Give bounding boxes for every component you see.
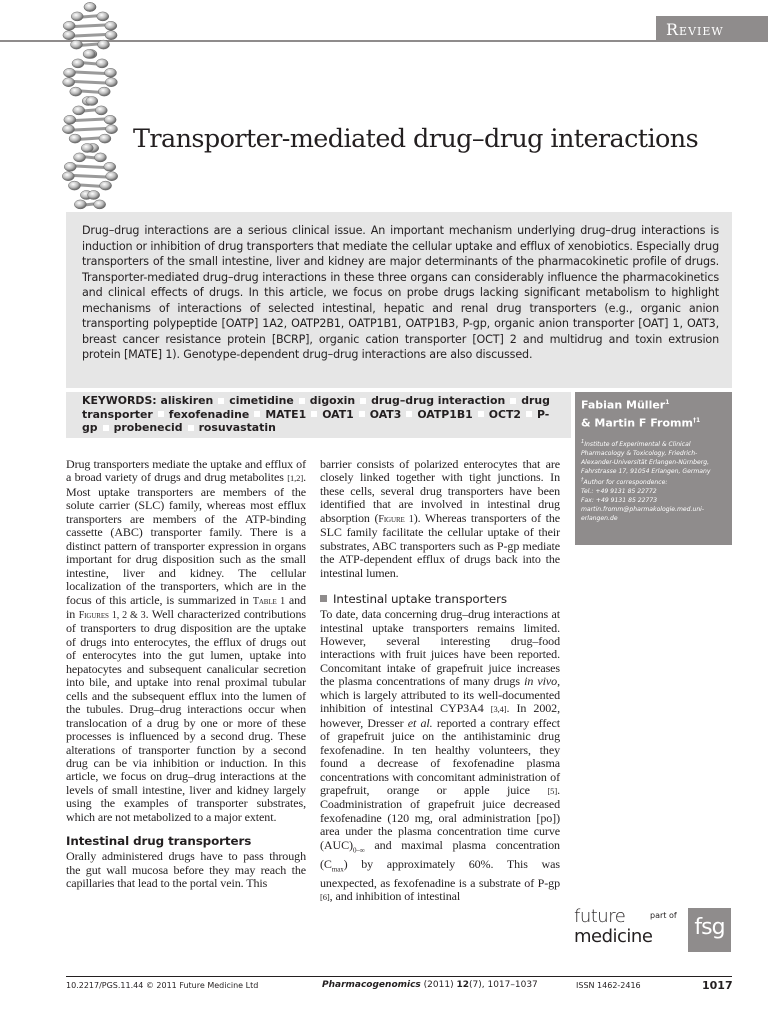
- abstract-box: [66, 212, 732, 388]
- section-tab: Review: [656, 16, 768, 42]
- helix-bead: [63, 31, 75, 40]
- helix-bead: [98, 87, 110, 96]
- keyword-separator: [311, 411, 317, 417]
- helix-bead: [64, 162, 76, 171]
- keyword[interactable]: OCT2: [488, 407, 521, 421]
- citation[interactable]: [5]: [547, 785, 558, 796]
- keyword[interactable]: P-gp: [82, 407, 550, 434]
- helix-bead: [69, 134, 81, 143]
- paragraph: Orally administered drugs have to pass through the gut wall mucosa before they may reach the capillaries that lead to the portal vein. This: [66, 849, 306, 891]
- future-medicine-logo: [572, 906, 734, 966]
- helix-bead: [68, 181, 80, 190]
- figure-ref[interactable]: Figures 1, 2 & 3: [78, 609, 146, 621]
- table-ref[interactable]: Table 1: [252, 595, 285, 607]
- helix-bead: [95, 106, 107, 115]
- abstract-text: Drug–drug interactions are a serious clinical issue. An important mechanism underlying drug–drug interactions is induction or inhibition of drug transporters that mediate the cellular uptake and efflux of xenobiotics. Especially drug transporters of the small intestine, liver and kidney are major determinants of the pharmacokinetic profile of drugs. Transporter-mediated drug–drug interactions in these three organs can considerably influence the pharmacokinetics and clinical effects of drugs. In this article, we focus on probe drugs lacking significant metabolism to highlight mechanisms of interactions of selected intestinal, hepatic and renal drug transporters (e.g., organic anion transporting polypeptide [OATP] 1A2, OATP2B1, OATP1B1, OATP1B3, P-gp, organic anion transporter [OAT] 1, OAT3, breast cancer resistance protein [BCRP], organic cation transporter [OCT] 2 and multidrug and toxin extrusion protein [MATE] 1). Genotype-dependent drug–drug interactions are also discussed.: [82, 224, 719, 361]
- keyword[interactable]: aliskiren: [160, 394, 214, 407]
- keyword-separator: [406, 411, 412, 417]
- paragraph: Drug transporters mediate the uptake and efflux of a broad variety of drugs and drug metabolites [1,2]. Most uptake transporters are members of the solute carrier (SLC) family, whereas most efflux transporters are members of the ATP-binding cassette (ABC) transporter family. There is a distinct pattern of transporter expression in organs important for drug disposition such as the small intestine, liver and kidney. The cellular localization of the transporters, which are in the focus of this article, is summarized in Table 1 and in Figures 1, 2 & 3. Well characterized contributions of transporters to drug disposition are the uptake of drugs into enterocytes, the efflux of drugs out of enterocytes into the gut lumen, uptake into hepatocytes and subsequent canalicular secretion into bile, and uptake into renal proximal tubular cells and the subsequent efflux into the lumen of the tubules. Drug–drug interactions occur when translocation of a drug by one or more of these processes is influenced by a second drug. These alterations of transporter function by a second drug can be via inhibition or induction. In this article, we focus on drug–drug interactions at the levels of small intestine, liver and kidney largely using the examples of transporter substrates, which are not metabolized to a major extent.: [66, 457, 306, 824]
- helix-bead: [64, 115, 76, 124]
- keyword[interactable]: probenecid: [113, 421, 183, 434]
- helix-bead: [100, 181, 112, 190]
- helix-bead: [105, 31, 117, 40]
- helix-bead: [98, 40, 110, 49]
- keyword[interactable]: MATE1: [265, 407, 307, 421]
- keyword-separator: [254, 411, 260, 417]
- helix-bead: [105, 78, 117, 87]
- keyword-separator: [299, 398, 305, 404]
- helix-bead: [73, 106, 85, 115]
- keyword-separator: [158, 411, 164, 417]
- helix-rung: [69, 34, 111, 36]
- section-heading: Intestinal drug transporters: [66, 834, 252, 849]
- helix-rung: [68, 175, 111, 177]
- logo-medicine: medicine: [574, 926, 653, 947]
- helix-bead: [62, 172, 74, 181]
- helix-rung: [69, 81, 112, 83]
- helix-bead: [104, 162, 116, 171]
- helix-bead: [99, 134, 111, 143]
- keyword[interactable]: digoxin: [309, 394, 356, 407]
- helix-bead: [106, 125, 118, 134]
- citation[interactable]: [1,2]: [287, 473, 304, 484]
- keyword-separator: [103, 425, 109, 431]
- author-affiliation: $^1$Institute of Experimental & Clinical Pharmacology & Toxicology, Friedrich-Alexander-Universität Erlangen-Nürnberg, Fahrstrasse 17, 91054 Erlangen, Germany †Author for correspondence: Tel.: +49 9131 85 22772 Fax: +49 9131 85 22773 martin.fromm@pharmakologie.med.uni-erlangen.de: [581, 438, 726, 523]
- helix-bead: [81, 144, 93, 153]
- keyword-separator: [510, 398, 516, 404]
- helix-bead: [72, 59, 84, 68]
- keyword-separator: [360, 398, 366, 404]
- author-box: [575, 392, 732, 545]
- dna-helix-icon: [58, 0, 122, 212]
- keyword[interactable]: OAT3: [369, 407, 402, 421]
- keyword[interactable]: drug transporter: [82, 394, 550, 421]
- helix-bead: [71, 12, 83, 21]
- helix-bead: [63, 78, 75, 87]
- keyword-separator: [188, 425, 194, 431]
- helix-bead: [94, 153, 106, 162]
- logo-part-of: part of: [650, 911, 677, 920]
- author-2: & Martin F Fromm$^{\dagger 1}$: [581, 416, 701, 430]
- subsection-heading: Intestinal uptake transporters: [320, 592, 560, 607]
- citation[interactable]: [6]: [320, 891, 330, 902]
- citation[interactable]: [3,4]: [490, 704, 507, 715]
- keyword[interactable]: cimetidine: [229, 394, 294, 407]
- keywords-label: KEYWORDS:: [82, 394, 157, 407]
- square-bullet-icon: [320, 595, 327, 602]
- helix-bead: [97, 12, 109, 21]
- body-column-1: [66, 458, 306, 891]
- helix-rung: [68, 128, 111, 130]
- article-title: Transporter-mediated drug–drug interactions: [133, 124, 699, 154]
- helix-bead: [74, 200, 86, 209]
- footer-journal: Pharmacogenomics (2011) 12(7), 1017–1037: [322, 980, 538, 990]
- page-number: 1017: [702, 979, 733, 992]
- figure-ref[interactable]: Figure 1: [378, 513, 414, 525]
- keyword-separator: [218, 398, 224, 404]
- helix-bead: [96, 59, 108, 68]
- keywords-box: [66, 392, 571, 438]
- helix-bead: [94, 200, 106, 209]
- helix-bead: [88, 191, 100, 200]
- helix-bead: [104, 68, 116, 77]
- helix-bead: [62, 125, 74, 134]
- helix-bead: [106, 172, 118, 181]
- body-column-2: [320, 458, 560, 904]
- paragraph: To date, data concerning drug–drug interactions at intestinal uptake transporters remains limited. However, several interesting drug–food interactions with fruit juices have been reported. Concomitant intake of grapefruit juice increases the plasma concentrations of many drugs in vivo, which is largely attributed to its well-documented inhibition of intestinal CYP3A4 [3,4]. In 2002, however, Dresser et al. reported a contrary effect of grapefruit juice on the antihistaminic drug fexofenadine. In ten healthy volunteers, they found a decrease of fexofenadine plasma concentrations with concomitant administration of grapefruit, orange or apple juice [5]. Coadministration of grapefruit juice decreased fexofenadine (120 mg, oral administration [po]) area under the plasma concentration time curve $(AUC)_{0-\infty}$ and maximal plasma concentration $(C_{max})$ by approximately 60%. This was unexpected, as fexofenadine is a substrate of P-gp [6], and inhibition of intestinal: [320, 607, 560, 903]
- helix-bead: [70, 87, 82, 96]
- keyword-separator: [478, 411, 484, 417]
- helix-bead: [63, 21, 75, 30]
- helix-bead: [64, 68, 76, 77]
- keyword[interactable]: rosuvastatin: [198, 421, 276, 434]
- keyword[interactable]: fexofenadine: [168, 407, 250, 421]
- footer-doi: 10.2217/PGS.11.44 © 2011 Future Medicine Ltd: [66, 981, 259, 990]
- fsg-logo: fsg: [688, 908, 731, 952]
- helix-bead: [84, 3, 96, 12]
- logo-future: future: [574, 906, 626, 927]
- author-email[interactable]: martin.fromm@pharmakologie.med.uni-erlangen.de: [581, 506, 705, 523]
- paragraph: barrier consists of polarized enterocytes that are closely linked together with tight junctions. In these cells, several drug transporters have been identified that are involved in intestinal drug absorption (Figure 1). Whereas transporters of the SLC family facilitate the cellular uptake of their substrates, ABC transporters such as P-gp mediate the ATP-dependent efflux of drugs back into the intestinal lumen.: [320, 457, 560, 580]
- keyword[interactable]: OAT1: [322, 407, 354, 421]
- helix-bead: [104, 115, 116, 124]
- footer-issn: ISSN 1462-2416: [576, 981, 641, 990]
- helix-bead: [86, 97, 98, 106]
- helix-bead: [83, 50, 95, 59]
- keyword-separator: [526, 411, 532, 417]
- helix-bead: [70, 40, 82, 49]
- footer-rule: [66, 976, 732, 977]
- helix-bead: [105, 21, 117, 30]
- helix-bead: [74, 153, 86, 162]
- keyword[interactable]: drug–drug interaction: [371, 394, 506, 407]
- keyword[interactable]: OATP1B1: [417, 407, 473, 421]
- keyword-separator: [359, 411, 365, 417]
- author-1: Fabian Müller$^1$: [581, 398, 670, 412]
